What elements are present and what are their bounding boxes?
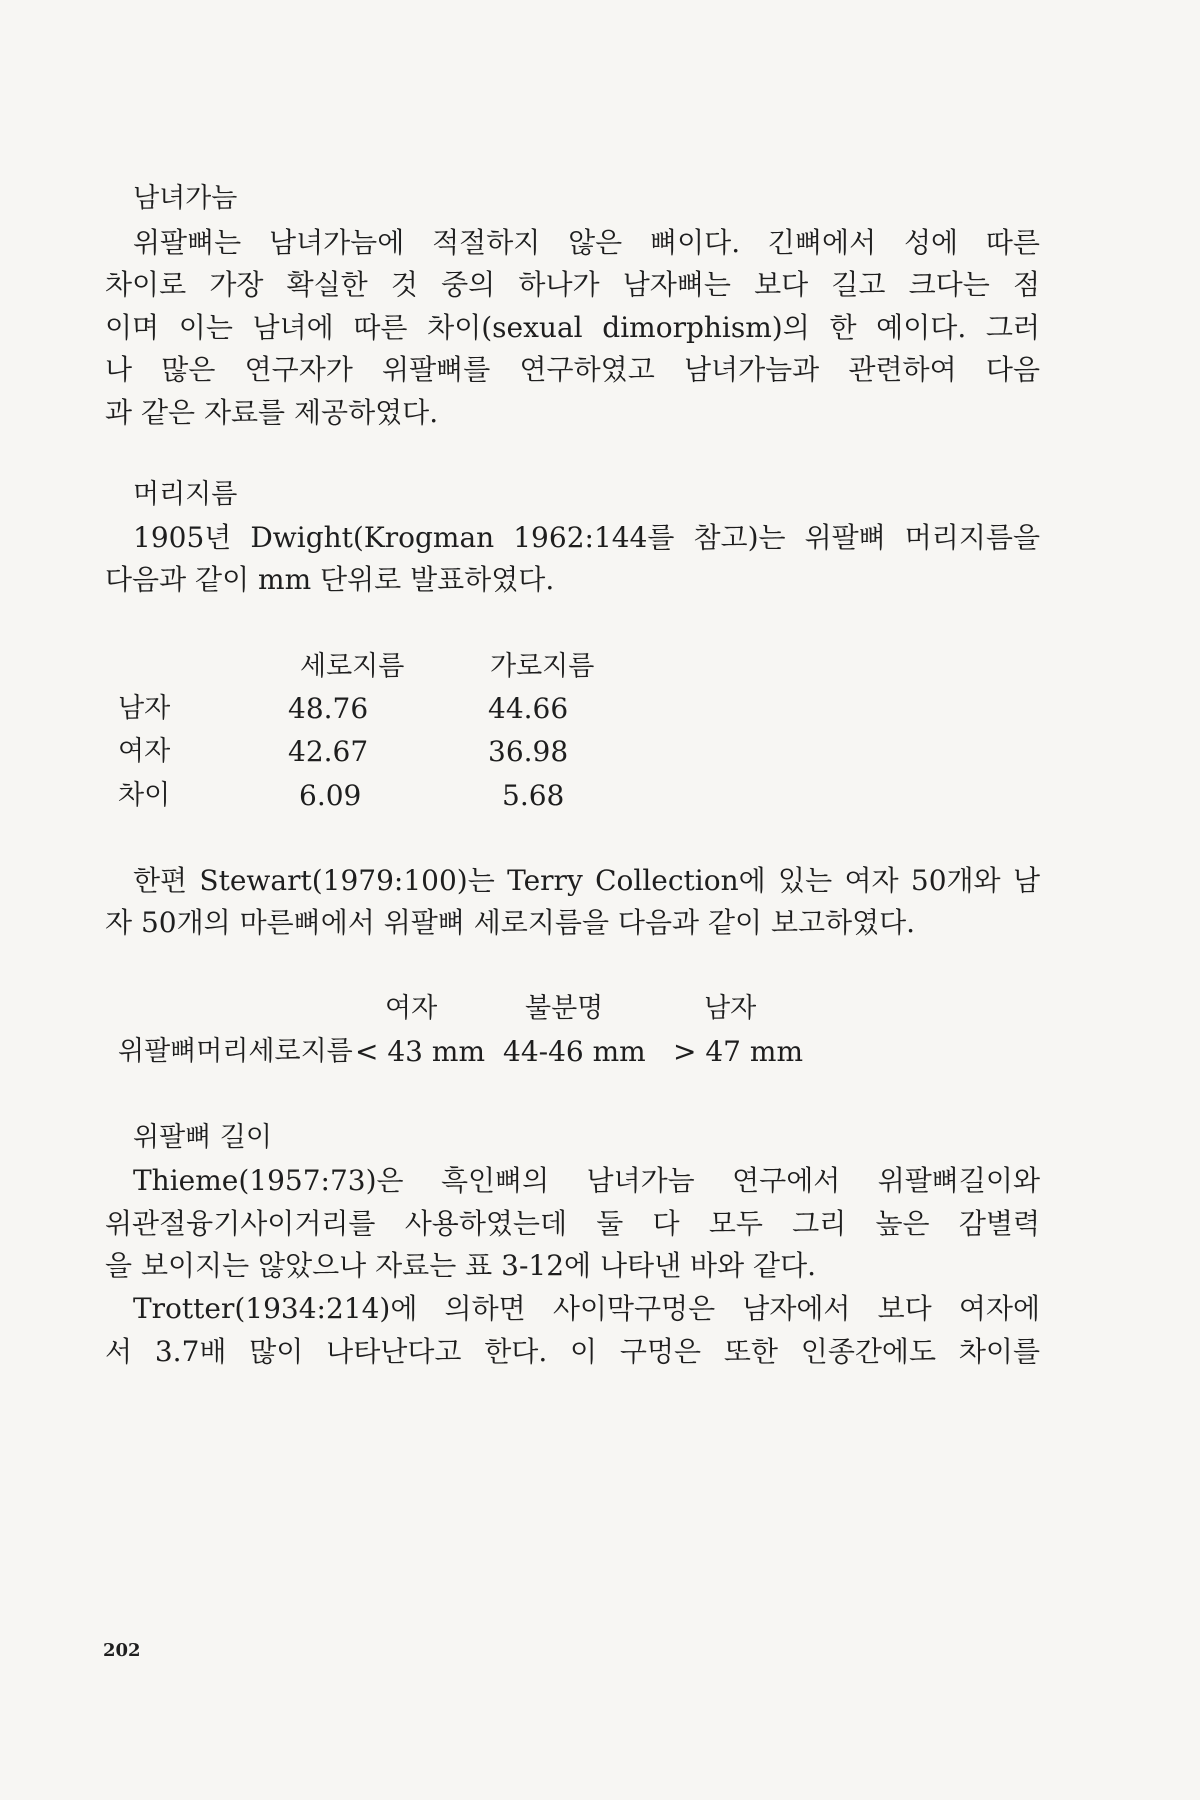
paragraph-line: 1905년 Dwight(Krogman 1962:144를 참고)는 위팔뼈 머리지름을 <box>133 521 1040 554</box>
table-header: 세로지름 <box>300 651 405 682</box>
table-cell: > 47 mm <box>673 1035 803 1068</box>
paragraph-line: 위팔뼈는 남녀가늠에 적절하지 않은 뼈이다. 긴뼈에서 성에 따른 <box>133 226 1040 259</box>
heading-head-diameter: 머리지름 <box>133 479 238 510</box>
table-cell: 42.67 <box>288 735 369 768</box>
paragraph-line: Trotter(1934:214)에 의하면 사이막구멍은 남자에서 보다 여자에 <box>133 1292 1040 1325</box>
page-number: 202 <box>103 1640 141 1661</box>
paragraph-line: 위관절융기사이거리를 사용하였는데 둘 다 모두 그리 높은 감별력 <box>105 1207 1040 1240</box>
paragraph-line: Thieme(1957:73)은 흑인뼈의 남녀가늠 연구에서 위팔뼈길이와 <box>133 1164 1040 1197</box>
table-row-label: 남자 <box>118 693 171 724</box>
table-row-label: 여자 <box>118 736 171 767</box>
table-cell: 36.98 <box>488 735 569 768</box>
paragraph-line: 을 보이지는 않았으나 자료는 표 3-12에 나타낸 바와 같다. <box>105 1249 817 1282</box>
paragraph-line: 차이로 가장 확실한 것 중의 하나가 남자뼈는 보다 길고 크다는 점 <box>105 268 1040 301</box>
table-cell: 44.66 <box>488 692 569 725</box>
table-header: 여자 <box>385 993 438 1024</box>
table-row-label: 차이 <box>118 780 171 811</box>
table-cell: 48.76 <box>288 692 369 725</box>
paragraph-line: 서 3.7배 많이 나타난다고 한다. 이 구멍은 또한 인종간에도 차이를 <box>105 1335 1040 1368</box>
paragraph-line: 다음과 같이 mm 단위로 발표하였다. <box>105 563 555 596</box>
paragraph-line: 이며 이는 남녀에 따른 차이(sexual dimorphism)의 한 예이다. 그러 <box>105 311 1040 344</box>
paragraph-line: 과 같은 자료를 제공하였다. <box>105 396 439 429</box>
heading-sex-estimation: 남녀가늠 <box>133 183 238 214</box>
heading-humerus-length: 위팔뼈 길이 <box>133 1122 272 1153</box>
paragraph-line: 한편 Stewart(1979:100)는 Terry Collection에 있는 여자 50개와 남 <box>133 864 1040 897</box>
paragraph-line: 나 많은 연구자가 위팔뼈를 연구하였고 남녀가늠과 관련하여 다음 <box>105 353 1040 386</box>
table-header: 가로지름 <box>490 651 595 682</box>
table-cell: 5.68 <box>502 779 565 812</box>
table-cell: 44-46 mm <box>503 1035 646 1068</box>
table-row-label: 위팔뼈머리세로지름 <box>118 1036 353 1067</box>
table-cell: 6.09 <box>299 779 362 812</box>
table-header: 불분명 <box>525 993 604 1024</box>
paragraph-line: 자 50개의 마른뼈에서 위팔뼈 세로지름을 다음과 같이 보고하였다. <box>105 906 916 939</box>
table-cell: < 43 mm <box>355 1035 485 1068</box>
table-header: 남자 <box>704 993 757 1024</box>
